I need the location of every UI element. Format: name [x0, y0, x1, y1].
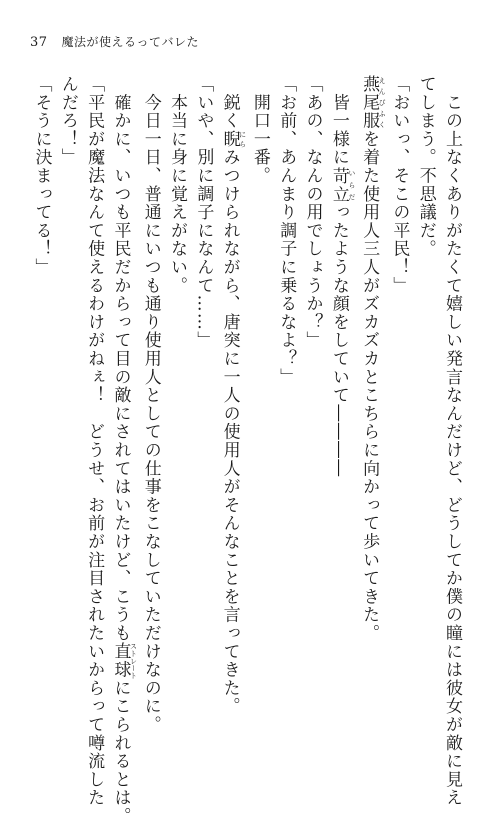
ruby-annotation — [359, 75, 387, 130]
text-segment: みつけられながら、唐突に一人の使用人がそんなことを言ってきた。 — [219, 148, 240, 716]
ruby-reading: いらだ — [347, 166, 356, 204]
text-segment: 「そうに決まってる！」 — [31, 75, 52, 277]
text-segment: 「平民が魔法なんて使えるわけがねぇ！ どうせ、お前が注目されたいからって噂流した — [84, 75, 105, 807]
text-line — [81, 75, 107, 807]
page-number: 37 — [30, 35, 48, 50]
text-line — [299, 75, 325, 695]
ruby-reading: にら — [238, 129, 247, 149]
ruby-annotation — [219, 129, 247, 149]
text-line — [107, 75, 138, 825]
text-line — [28, 75, 54, 695]
text-line — [273, 75, 299, 695]
text-line — [55, 75, 81, 695]
text-segment: 「おいっ、そこの平民！」 — [389, 75, 410, 295]
text-segment: てしまう。不思議だ。 — [415, 75, 436, 258]
ruby-reading: えんびふく — [378, 75, 387, 130]
text-segment: 「いや、別に調子になんて……」 — [193, 75, 214, 350]
text-segment: を着た使用人三人がズカズカとこちらに向かって歩いてきた。 — [359, 129, 380, 643]
text-segment: 「あの、なんの用でしょうか？」 — [302, 75, 323, 350]
text-segment: 鋭く — [219, 75, 240, 130]
text-line — [439, 75, 465, 807]
text-segment: 確かに、いつも平民だからって目の敵にされてはいたけど、こうも — [110, 75, 131, 643]
ruby-base: 苛立 — [328, 166, 349, 204]
text-line — [137, 75, 163, 734]
ruby-base: 燕尾服 — [359, 75, 380, 130]
text-segment: 「お前、あんまり調子に乗るなよ？」 — [276, 75, 297, 387]
text-segment: 今日一日、普通にいつも通り使用人としての仕事をこなしていただけなのに。 — [140, 75, 161, 734]
text-line — [412, 75, 438, 695]
text-segment: 皆一様に — [328, 75, 349, 167]
ruby-reading: ストレート — [129, 642, 138, 679]
page-header — [30, 33, 199, 53]
text-line — [247, 75, 273, 695]
ruby-base: 直球 — [110, 642, 131, 679]
text-line — [164, 75, 190, 695]
text-line — [386, 75, 412, 695]
ruby-annotation — [328, 166, 356, 204]
ruby-annotation — [110, 642, 138, 679]
vertical-text-body — [25, 75, 465, 825]
text-segment: にこられるとは。 — [110, 678, 131, 825]
text-segment: この上なくありがたくて嬉しい発言なんだけど、どうしてか僕の瞳には彼女が敵に見え — [442, 75, 462, 807]
text-segment: ったような顔をしていて―――― — [328, 203, 349, 478]
text-line — [356, 75, 386, 695]
running-title: 魔法が使えるってバレた — [61, 35, 200, 49]
text-line — [190, 75, 216, 695]
text-line — [216, 75, 247, 716]
text-segment: んだろ！」 — [57, 75, 78, 167]
text-segment: 開口一番。 — [249, 75, 270, 185]
ruby-base: 睨 — [219, 129, 240, 149]
text-segment: 本当に身に覚えがない。 — [167, 75, 188, 295]
text-line — [326, 75, 356, 695]
